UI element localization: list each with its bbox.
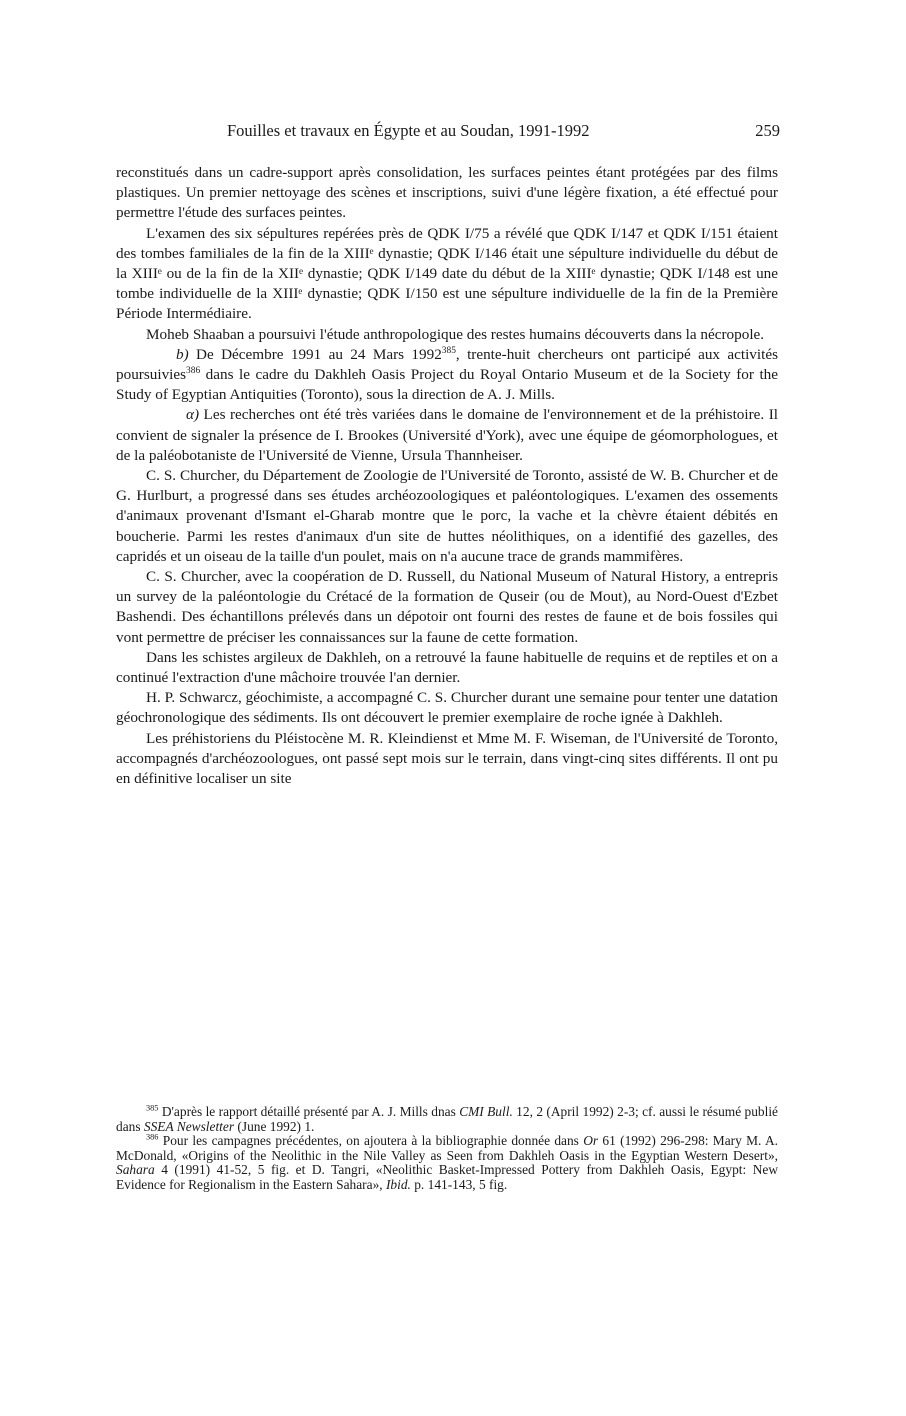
paragraph-text: De Décembre 1991 au 24 Mars 1992	[188, 345, 442, 363]
footnote-number: 386	[146, 1132, 159, 1142]
footnote-number: 385	[146, 1103, 159, 1113]
footnote-text: p. 141-143, 5 fig.	[410, 1176, 508, 1192]
paragraph-section-alpha	[116, 405, 778, 466]
paragraph: Moheb Shaaban a poursuivi l'étude anthropologique des restes humains découverts dans la nécropole.	[146, 325, 765, 343]
footnote-386	[116, 1134, 778, 1192]
running-header	[142, 119, 782, 143]
footnote-text: D'après le rapport détaillé présenté par A. J. Mills dnas	[158, 1104, 460, 1119]
footnote-italic: SSEA Newsletter	[143, 1118, 235, 1134]
section-label: b)	[176, 345, 189, 363]
footnote-text: 61 (1992) 296-298: Mary M. A. McDonald, «Origins of the Neolithic in the Nile Valley as Seen from Dakhleh Oasis in the Egyptian Western Desert»,	[116, 1133, 778, 1163]
footnote-text: 12, 2 (April 1992) 2-3; cf. aussi le résumé publié dans	[116, 1104, 778, 1134]
paragraph: reconstitués dans un cadre-support après consolidation, les surfaces peintes étant protégées par des films plastiques. Un premier nettoyage des scènes et inscriptions, suivi d'une légère fixation, a été effectué pour permettre l'étude des surfaces peintes.	[116, 164, 778, 222]
footnote-text: Pour les campagnes précédentes, on ajoutera à la bibliographie donnée dans	[158, 1133, 584, 1149]
footnotes	[116, 1105, 778, 1193]
footnote-text: 4 (1991) 41-52, 5 fig. et D. Tangri, «Neolithic Basket-Impressed Pottery from Dakhleh Oasis, Egypt: New Evidence for Regionalism in the Eastern Sahara»,	[116, 1162, 778, 1192]
paragraph-text: Les recherches ont été très variées dans le domaine de l'environnement et de la préhistoire. Il convient de signaler la présence de I. Brookes (Université d'York), avec une équipe de géomorphologues, et de la paléobotaniste de l'Université de Vienne, Ursula Thannheiser.	[116, 406, 778, 464]
paragraph-section-b	[116, 345, 778, 406]
paragraph: C. S. Churcher, avec la coopération de D. Russell, du National Museum of Natural History, a entrepris un survey de la paléontologie du Crétacé de la formation de Quseir (ou de Mout), au Nord-Ouest d'Ezbet Bashendi. Des échantillons prélevés dans un dépotoir ont fourni des restes de faune et de bois fossiles qui vont permettre de préciser les connaissances sur la faune de cette formation.	[116, 568, 778, 646]
paragraph-text: , trente-huit chercheurs ont participé aux activités poursuivies	[116, 345, 778, 384]
paragraph: L'examen des six sépultures repérées près de QDK I/75 a révélé que QDK I/147 et QDK I/151 étaient des tombes familiales de la fin de la XIIIᵉ dynastie; QDK I/146 était une sépulture individuelle du début de la XIIIᵉ ou de la fin de la XIIᵉ dynastie; QDK I/149 date du début de la XIIIᵉ dynastie; QDK I/148 est une tombe individuelle de la XIIIᵉ dynastie; QDK I/150 est une sépulture individuelle de la fin de la Première Période Intermédiaire.	[116, 224, 778, 323]
running-title: Fouilles et travaux en Égypte et au Soudan, 1991-1992	[227, 121, 590, 140]
footnote-ref[interactable]: 386	[186, 365, 201, 376]
footnote-italic: Or	[583, 1133, 599, 1149]
paragraph: Dans les schistes argileux de Dakhleh, on a retrouvé la faune habituelle de requins et de reptiles et on a continué l'extraction d'une mâchoire trouvée l'an dernier.	[116, 648, 778, 687]
page-number: 259	[755, 121, 780, 140]
footnote-ref[interactable]: 385	[441, 345, 456, 356]
paragraph: H. P. Schwarcz, géochimiste, a accompagné C. S. Churcher durant une semaine pour tenter une datation géochronologique des sédiments. Ils ont découvert le premier exemplaire de roche ignée à Dakhleh.	[116, 689, 778, 727]
footnote-italic: CMI Bull.	[459, 1104, 513, 1119]
footnote-italic: Ibid.	[385, 1176, 411, 1192]
section-label: α)	[186, 406, 200, 424]
paragraph-text: dans le cadre du Dakhleh Oasis Project du Royal Ontario Museum et de la Society for the Study of Egyptian Antiquities (Toronto), sous la direction de A. J. Mills.	[116, 366, 778, 404]
paragraph: Les préhistoriens du Pléistocène M. R. Kleindienst et Mme M. F. Wiseman, de l'Université de Toronto, accompagnés d'archéozoologues, ont passé sept mois sur le terrain, dans vingt-cinq sites différents. Il ont pu en définitive localiser un site	[116, 729, 778, 788]
footnote-385	[116, 1105, 778, 1134]
footnote-text: (June 1992) 1.	[234, 1118, 315, 1134]
main-text	[116, 163, 778, 789]
footnote-italic: Sahara	[116, 1162, 155, 1178]
paragraph: C. S. Churcher, du Département de Zoologie de l'Université de Toronto, assisté de W. B. Churcher et de G. Hurlburt, a progressé dans ses études archéozoologiques et paléontologiques. L'examen des ossements d'animaux provenant d'Ismant el-Gharab montre que le porc, la vache et la chèvre étaient débités en boucherie. Parmi les restes d'animaux d'un site de huttes néolithiques, on a identifié des gazelles, des capridés et un oiseau de la taille d'un poulet, mais on n'a aucune trace de grands mammifères.	[116, 467, 778, 565]
